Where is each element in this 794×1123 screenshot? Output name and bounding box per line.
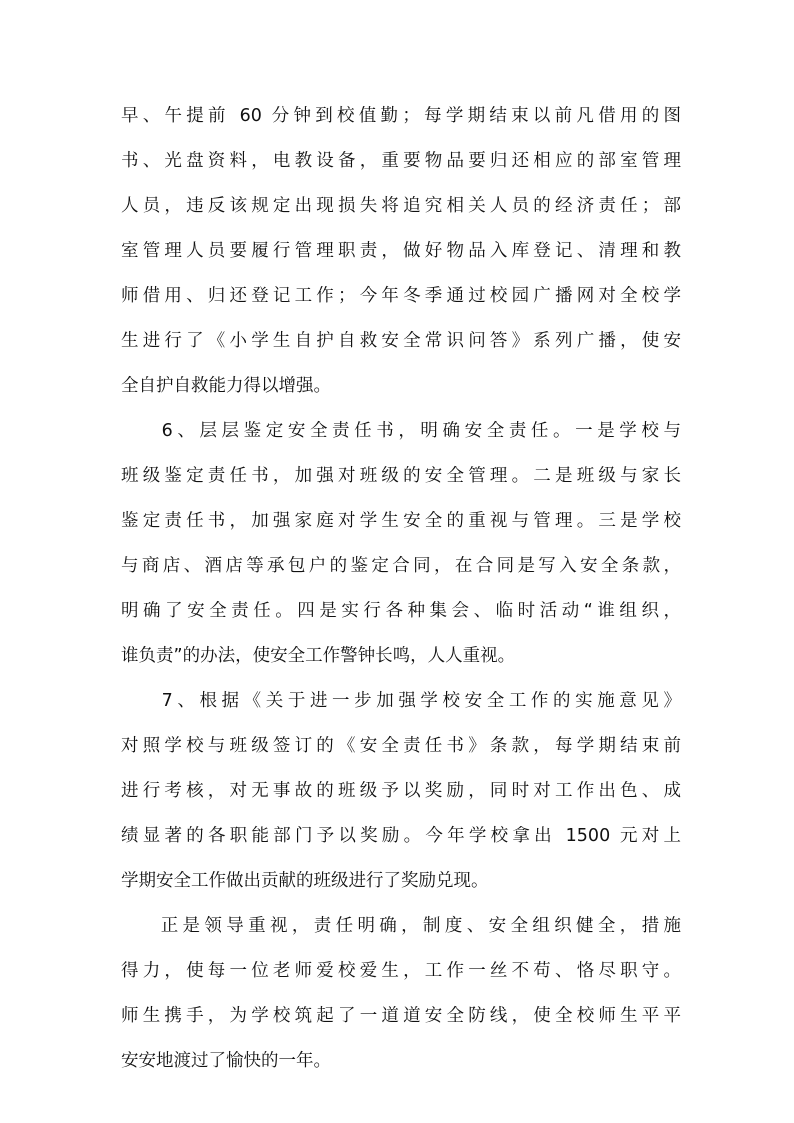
text-line: 安安地渡过了愉快的一年。 xyxy=(121,1051,331,1071)
text-line: 6、层层鉴定安全责任书，明确安全责任。一是学校与 xyxy=(121,421,681,441)
text-line: 学期安全工作做出贡献的班级进行了奖励兑现。 xyxy=(121,871,489,891)
text-line: 明确了安全责任。四是实行各种集会、临时活动“谁组织， xyxy=(121,601,681,621)
text-line: 人员，违反该规定出现损失将追究相关人员的经济责任；部 xyxy=(121,196,681,216)
text-line: 书、光盘资料，电教设备，重要物品要归还相应的部室管理 xyxy=(121,151,681,171)
text-line: 7、根据《关于进一步加强学校安全工作的实施意见》 xyxy=(121,691,681,711)
text-line: 室管理人员要履行管理职责，做好物品入库登记、清理和教 xyxy=(121,241,681,261)
text-line: 班级鉴定责任书，加强对班级的安全管理。二是班级与家长 xyxy=(121,466,681,486)
text-line: 绩显著的各职能部门予以奖励。今年学校拿出 1500 元对上 xyxy=(121,826,681,846)
text-line: 对照学校与班级签订的《安全责任书》条款，每学期结束前 xyxy=(121,736,681,756)
text-line: 早、午提前 60 分钟到校值勤；每学期结束以前凡借用的图 xyxy=(121,106,681,126)
text-line: 谁负责”的办法，使安全工作警钟长鸣，人人重视。 xyxy=(121,646,516,666)
text-line: 鉴定责任书，加强家庭对学生安全的重视与管理。三是学校 xyxy=(121,511,681,531)
text-line: 进行考核，对无事故的班级予以奖励，同时对工作出色、成 xyxy=(121,781,681,801)
text-line: 师生携手，为学校筑起了一道道安全防线，使全校师生平平 xyxy=(121,1006,681,1026)
text-line: 正是领导重视，责任明确，制度、安全组织健全，措施 xyxy=(121,916,681,936)
text-line: 与商店、酒店等承包户的鉴定合同，在合同是写入安全条款， xyxy=(121,556,681,576)
text-line: 得力，使每一位老师爱校爱生，工作一丝不苟、恪尽职守。 xyxy=(121,961,681,981)
text-line: 全自护自救能力得以增强。 xyxy=(121,376,331,396)
text-line: 生进行了《小学生自护自救安全常识问答》系列广播，使安 xyxy=(121,331,681,351)
text-line: 师借用、归还登记工作；今年冬季通过校园广播网对全校学 xyxy=(121,286,681,306)
document-body xyxy=(121,94,681,1084)
